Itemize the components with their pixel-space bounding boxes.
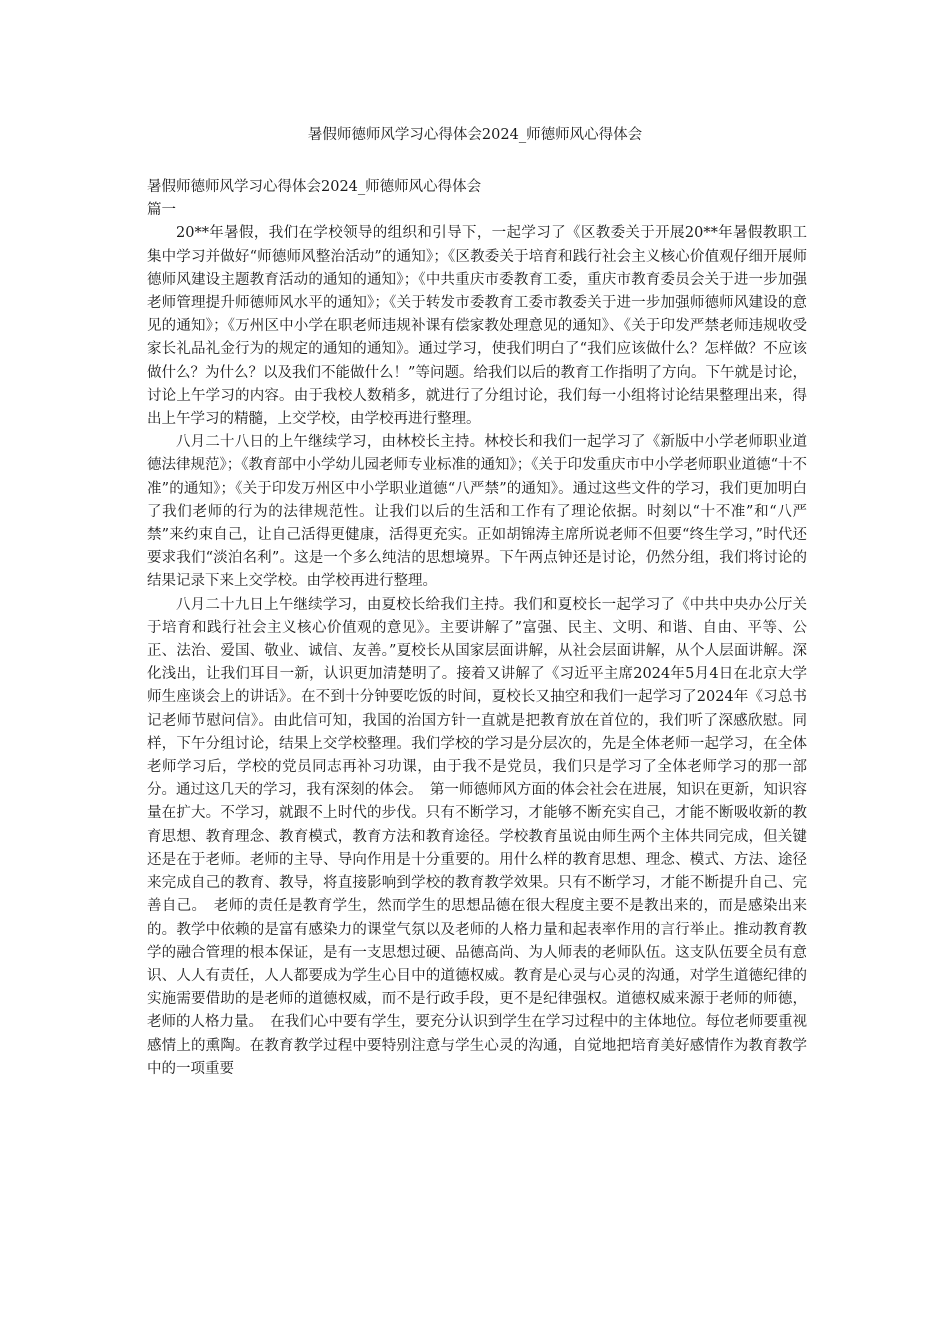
- document-title: 暑假师德师风学习心得体会2024_师德师风心得体会: [307, 127, 643, 143]
- document-body: [147, 176, 807, 1081]
- paragraph-1: 20**年暑假，我们在学校领导的组织和引导下，一起学习了《区教委关于开展20**年暑假教职工集中学习并做好“师德师风整治活动”的通知》；《区教委关于培育和践行社会主义核心价值观仔细开展师德师风建设主题教育活动的通知的通知》；《中共重庆市委教育工委，重庆市教育委员会关于进一步加强老师管理提升师德师风水平的通知》；《关于转发市委教育工委市教委关于进一步加强师德师风建设的意见的通知》；《万州区中小学在职老师违规补课有偿家教处理意见的通知》、《关于印发严禁老师违规收受家长礼品礼金行为的规定的通知的通知》。通过学习，使我们明白了“我们应该做什么？怎样做？不应该做什么？为什么？以及我们不能做什么！”等问题。给我们以后的教育工作指明了方向。下午就是讨论，讨论上午学习的内容。由于我校人数稍多，就进行了分组讨论，我们每一小组将讨论结果整理出来，得出上午学习的精髓，上交学校，由学校再进行整理。: [147, 225, 807, 428]
- document-subtitle: 暑假师德师风学习心得体会2024_师德师风心得体会: [147, 179, 482, 195]
- paragraph-3: 八月二十九日上午继续学习，由夏校长给我们主持。我们和夏校长一起学习了《中共中央办公厅关于培育和践行社会主义核心价值观的意见》。主要讲解了”富强、民主、文明、和谐、自由、平等、公正、法治、爱国、敬业、诚信、友善。”夏校长从国家层面讲解，从社会层面讲解，从个人层面讲解。深化浅出，让我们耳目一新，认识更加清楚明了。接着又讲解了《习近平主席2024年5月4日在北京大学师生座谈会上的讲话》。在不到十分钟要吃饭的时间，夏校长又抽空和我们一起学习了2024年《习总书记老师节慰问信》。由此信可知，我国的治国方针一直就是把教育放在首位的，我们听了深感欣慰。同样，下午分组讨论，结果上交学校整理。我们学校的学习是分层次的，先是全体老师一起学习，在全体老师学习后，学校的党员同志再补习功课，由于我不是党员，我们只是学习了全体老师学习的那一部分。通过这几天的学习，我有深刻的体会。 第一师德师风方面的体会社会在进展，知识在更新，知识容量在扩大。不学习，就跟不上时代的步伐。只有不断学习，才能够不断充实自己，才能不断吸收新的教育思想、教育理念、教育模式，教育方法和教育途径。学校教育虽说由师生两个主体共同完成，但关键还是在于老师。老师的主导、导向作用是十分重要的。用什么样的教育思想、理念、模式、方法、途径来完成自己的教育、教导，将直接影响到学校的教育教学效果。只有不断学习，才能不断提升自己、完善自己。 老师的责任是教育学生，然而学生的思想品德在很大程度主要不是教出来的，而是感染出来的。教学中依赖的是富有感染力的课堂气氛以及老师的人格力量和起表率作用的言行举止。推动教育教学的融合管理的根本保证，是有一支思想过硬、品德高尚、为人师表的老师队伍。这支队伍要全员有意识、人人有责任，人人都要成为学生心目中的道德权威。教育是心灵与心灵的沟通，对学生道德纪律的实施需要借助的是老师的道德权威，而不是行政手段，更不是纪律强权。道德权威来源于老师的师德，老师的人格力量。 在我们心中要有学生，要充分认识到学生在学习过程中的主体地位。每位老师要重视感情上的熏陶。在教育教学过程中要特别注意与学生心灵的沟通，自觉地把培育美好感情作为教育教学中的一项重要: [147, 596, 807, 1077]
- paragraph-2: 八月二十八日的上午继续学习，由林校长主持。林校长和我们一起学习了《新版中小学老师职业道德法律规范》；《教育部中小学幼儿园老师专业标准的通知》；《关于印发重庆市中小学老师职业道德“十不准”的通知》；《关于印发万州区中小学职业道德“八严禁”的通知》。通过这些文件的学习，我们更加明白了我们老师的行为的法律规范性。让我们以后的生活和工作有了理论依据。时刻以“十不准”和“八严禁”来约束自己，让自己活得更健康，活得更充实。正如胡锦涛主席所说老师不但要“终生学习，”时代还要求我们“淡泊名利”。这是一个多么纯洁的思想境界。下午两点钟还是讨论，仍然分组，我们将讨论的结果记录下来上交学校。由学校再进行整理。: [147, 434, 807, 590]
- section-label: 篇一: [147, 202, 176, 219]
